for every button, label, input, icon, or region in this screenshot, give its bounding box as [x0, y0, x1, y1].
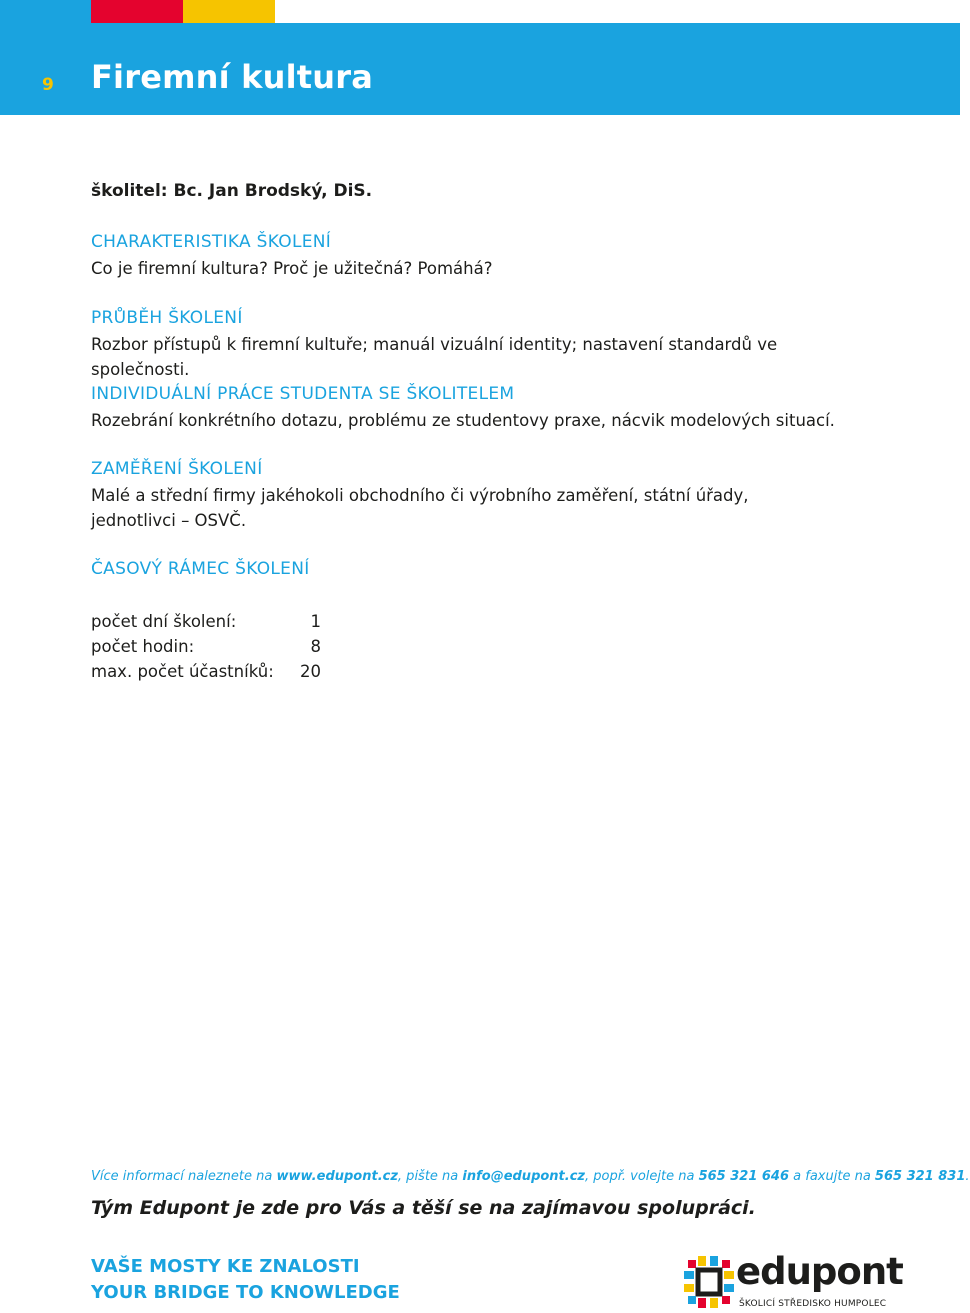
stat-row-hours: [91, 634, 321, 659]
fax-number: 565 321 831: [874, 1169, 966, 1184]
stats-list: [91, 609, 321, 684]
section-text-individual: Rozebrání konkrétního dotazu, problému ze studentovy praxe, nácvik modelových situací.: [91, 411, 835, 430]
section-heading-individual: INDIVIDUÁLNÍ PRÁCE STUDENTA SE ŠKOLITELEM: [91, 384, 515, 404]
section-heading-focus: ZAMĚŘENÍ ŠKOLENÍ: [91, 459, 263, 479]
top-strip-white: [275, 0, 960, 23]
stat-row-participants: [91, 659, 321, 684]
lecturer: školitel: Bc. Jan Brodský, DiS.: [91, 181, 373, 201]
page-number: 9: [42, 75, 54, 95]
stat-label: max. počet účastníků:: [91, 662, 274, 681]
top-strip-red: [91, 0, 183, 23]
info-text: Více informací naleznete na: [91, 1169, 277, 1184]
info-text: .: [965, 1169, 970, 1184]
slogan-cz: VAŠE MOSTY KE ZNALOSTI: [91, 1256, 360, 1277]
stat-value: 1: [310, 612, 321, 631]
section-text-focus: Malé a střední firmy jakéhokoli obchodního či výrobního zaměření, státní úřady, jednotlivci – OSVČ.: [91, 486, 749, 530]
top-strip-blue: [0, 0, 91, 23]
stat-value: 8: [310, 637, 321, 656]
logo-subtitle: ŠKOLICÍ STŘEDISKO HUMPOLEC: [739, 1299, 887, 1309]
edupont-logo-icon: [684, 1256, 734, 1308]
logo-wordmark: edupont: [736, 1250, 903, 1293]
info-text: , pište na: [397, 1169, 463, 1184]
stat-value: 20: [300, 662, 321, 681]
page-title: Firemní kultura: [91, 58, 374, 96]
edupont-logo: [684, 1250, 903, 1312]
info-text: , popř. volejte na: [584, 1169, 699, 1184]
stat-label: počet dní školení:: [91, 612, 237, 631]
slogan-en: YOUR BRIDGE TO KNOWLEDGE: [91, 1282, 400, 1303]
section-heading-timeframe: ČASOVÝ RÁMEC ŠKOLENÍ: [91, 559, 310, 579]
web-link[interactable]: www.edupont.cz: [276, 1169, 398, 1184]
stat-label: počet hodin:: [91, 637, 195, 656]
stat-row-days: [91, 609, 321, 634]
section-heading-characteristics: CHARAKTERISTIKA ŠKOLENÍ: [91, 232, 332, 252]
email-link[interactable]: info@edupont.cz: [462, 1169, 585, 1184]
info-text: a faxujte na: [789, 1169, 875, 1184]
top-strip-yellow: [183, 0, 275, 23]
section-heading-course: PRŮBĚH ŠKOLENÍ: [91, 308, 243, 328]
phone-number: 565 321 646: [698, 1169, 790, 1184]
section-text-course: Rozbor přístupů k firemní kultuře; manuál vizuální identity; nastavení standardů ve společnosti.: [91, 335, 778, 379]
team-message: Tým Edupont je zde pro Vás a těší se na zajímavou spolupráci.: [91, 1197, 756, 1219]
contact-info: [91, 1169, 970, 1184]
section-text-characteristics: Co je firemní kultura? Proč je užitečná? Pomáhá?: [91, 259, 493, 278]
